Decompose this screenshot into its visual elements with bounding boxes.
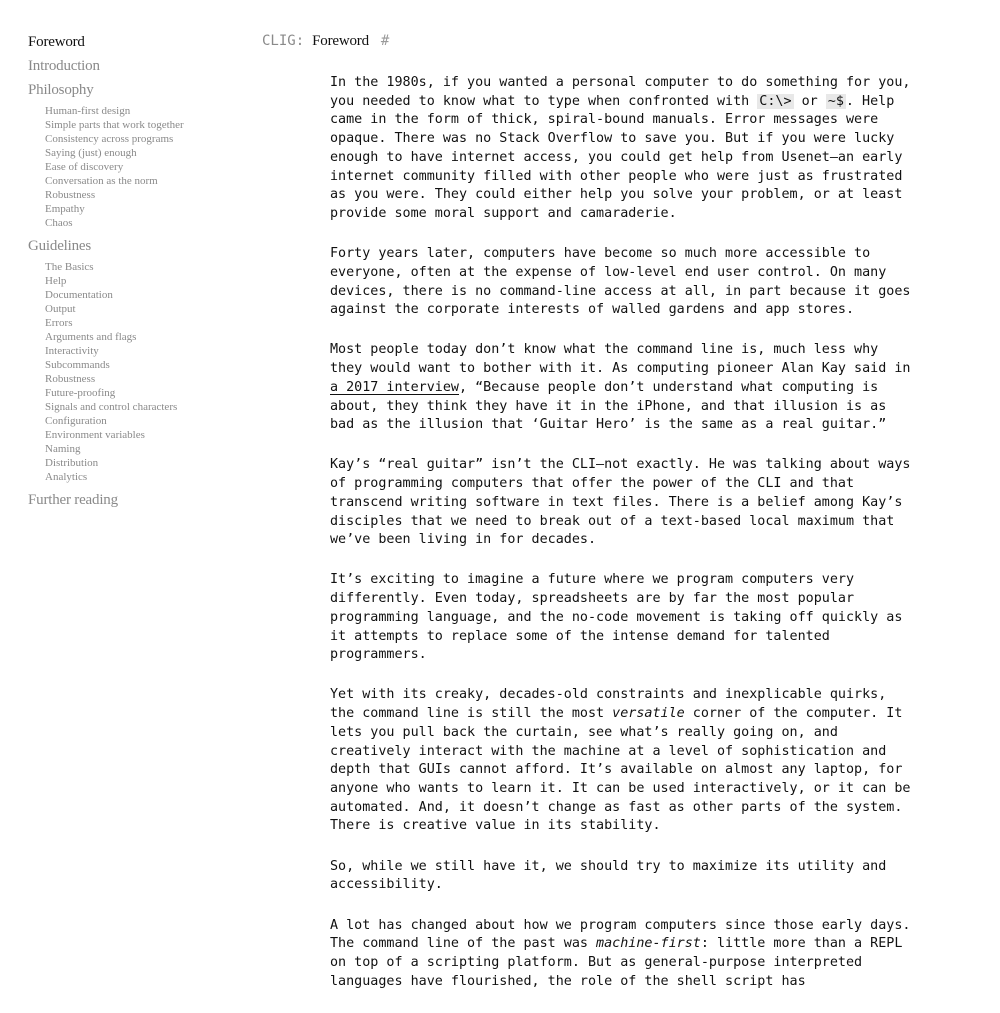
nav-item-conversation[interactable]: Conversation as the norm bbox=[45, 175, 158, 187]
nav-introduction[interactable]: Introduction bbox=[28, 58, 100, 74]
emphasis-machine-first: machine-first bbox=[596, 936, 701, 952]
page-heading bbox=[262, 33, 389, 50]
guidelines-subnav bbox=[45, 260, 248, 484]
nav-item-consistency[interactable]: Consistency across programs bbox=[45, 133, 174, 145]
inline-code-unix-prompt: ~$ bbox=[827, 93, 844, 109]
paragraph-3 bbox=[330, 341, 912, 435]
nav-item-interactivity[interactable]: Interactivity bbox=[45, 345, 99, 357]
nav-item-chaos[interactable]: Chaos bbox=[45, 217, 73, 229]
heading-prefix: CLIG: bbox=[262, 33, 305, 49]
nav-item-robustness-philosophy[interactable]: Robustness bbox=[45, 189, 96, 201]
nav-item-help[interactable]: Help bbox=[45, 275, 67, 287]
nav-item-saying-just-enough[interactable]: Saying (just) enough bbox=[45, 147, 137, 159]
page-title: Foreword bbox=[312, 33, 369, 49]
paragraph-8-text-b: : little more than a REPL on top of a scripting platform. But as general-purpose interpreted languages have flourished, the role of the shell script has bbox=[330, 936, 903, 989]
nav-philosophy[interactable]: Philosophy bbox=[28, 82, 94, 98]
nav-item-ease-of-discovery[interactable]: Ease of discovery bbox=[45, 161, 124, 173]
nav-item-simple-parts[interactable]: Simple parts that work together bbox=[45, 119, 184, 131]
nav-item-errors[interactable]: Errors bbox=[45, 317, 73, 329]
nav-item-naming[interactable]: Naming bbox=[45, 443, 81, 455]
paragraph-4: Kay’s “real guitar” isn’t the CLI—not exactly. He was talking about ways of programming computers that offer the power of the CLI and that transcend writing software in text files. There is a belief among Kay’s disciples that we need to break out of a text-based local maximum that we’ve been living in for decades. bbox=[330, 457, 911, 548]
nav-item-arguments-and-flags[interactable]: Arguments and flags bbox=[45, 331, 137, 343]
inline-code-dos-prompt: C:\> bbox=[759, 93, 792, 109]
nav-item-subcommands[interactable]: Subcommands bbox=[45, 359, 110, 371]
emphasis-versatile: versatile bbox=[612, 706, 685, 722]
paragraph-1 bbox=[330, 74, 912, 224]
sidebar-nav bbox=[28, 30, 248, 512]
paragraph-8 bbox=[330, 917, 912, 992]
paragraph-1-text-a: In the 1980s, if you wanted a personal computer to do something for you, you needed to know what to type when confronted with bbox=[330, 75, 911, 109]
interview-link[interactable]: a 2017 interview bbox=[330, 379, 459, 395]
paragraph-6-text-a: Yet with its creaky, decades-old constraints and inexplicable quirks, the command line is still the most bbox=[330, 687, 887, 722]
nav-item-distribution[interactable]: Distribution bbox=[45, 457, 99, 469]
nav-item-signals[interactable]: Signals and control characters bbox=[45, 401, 178, 413]
nav-item-robustness-guidelines[interactable]: Robustness bbox=[45, 373, 96, 385]
nav-item-the-basics[interactable]: The Basics bbox=[45, 261, 94, 273]
nav-item-output[interactable]: Output bbox=[45, 303, 76, 315]
nav-item-human-first-design[interactable]: Human-first design bbox=[45, 105, 131, 117]
nav-foreword[interactable]: Foreword bbox=[28, 34, 85, 50]
paragraph-2: Forty years later, computers have become so much more accessible to everyone, often at the expense of low-level end user control. On many devices, there is no command-line access at all, in part because it goes against the corporate interests of walled gardens and app stores. bbox=[330, 246, 911, 318]
nav-item-environment-variables[interactable]: Environment variables bbox=[45, 429, 145, 441]
paragraph-7: So, while we still have it, we should try to maximize its utility and accessibility. bbox=[330, 858, 887, 893]
paragraph-8-text-a: A lot has changed about how we program computers since those early days. The command line of the past was bbox=[330, 917, 911, 952]
paragraph-5: It’s exciting to imagine a future where we program computers very differently. Even today, spreadsheets are by far the most popular programming language, and the no-code movement is taking off quickly as it attempts to replace some of the intense demand for talented programmers. bbox=[330, 572, 903, 663]
nav-item-documentation[interactable]: Documentation bbox=[45, 289, 113, 301]
paragraph-1-text-b: or bbox=[793, 93, 826, 109]
philosophy-subnav bbox=[45, 104, 248, 230]
article-body bbox=[330, 74, 912, 1013]
paragraph-3-text-a: Most people today don’t know what the command line is, much less why they would want to bother with it. As computing pioneer Alan Kay said in bbox=[330, 342, 911, 377]
nav-item-empathy[interactable]: Empathy bbox=[45, 203, 85, 215]
paragraph-3-text-b: , “Because people don’t understand what computing is about, they think they have it in the iPhone, and that illusion is as bad as the illusion that ‘Guitar Hero’ is the same as a real guitar.” bbox=[330, 379, 887, 433]
paragraph-1-text-c: . Help came in the form of thick, spiral-bound manuals. Error messages were opaque. There was no Stack Overflow to save you. But if you were lucky enough to have internet access, you could get help from Usenet—an early internet community filled with other people who were just as frustrated as you were. They could either help you solve your problem, or at least provide some moral support and camaraderie. bbox=[330, 93, 903, 221]
paragraph-6 bbox=[330, 686, 912, 836]
nav-item-configuration[interactable]: Configuration bbox=[45, 415, 107, 427]
nav-item-analytics[interactable]: Analytics bbox=[45, 471, 88, 483]
heading-anchor-link[interactable]: # bbox=[380, 33, 390, 49]
nav-guidelines[interactable]: Guidelines bbox=[28, 238, 91, 254]
nav-item-future-proofing[interactable]: Future-proofing bbox=[45, 387, 116, 399]
paragraph-6-text-b: corner of the computer. It lets you pull back the curtain, see what’s really going on, and creatively interact with the machine at a level of sophistication and depth that GUIs cannot afford. It’s available on almost any laptop, for anyone who wants to learn it. It can be used interactively, or it can be automated. And, it doesn’t change as fast as other parts of the system. There is creative value in its stability. bbox=[330, 706, 911, 834]
nav-further-reading[interactable]: Further reading bbox=[28, 492, 118, 508]
